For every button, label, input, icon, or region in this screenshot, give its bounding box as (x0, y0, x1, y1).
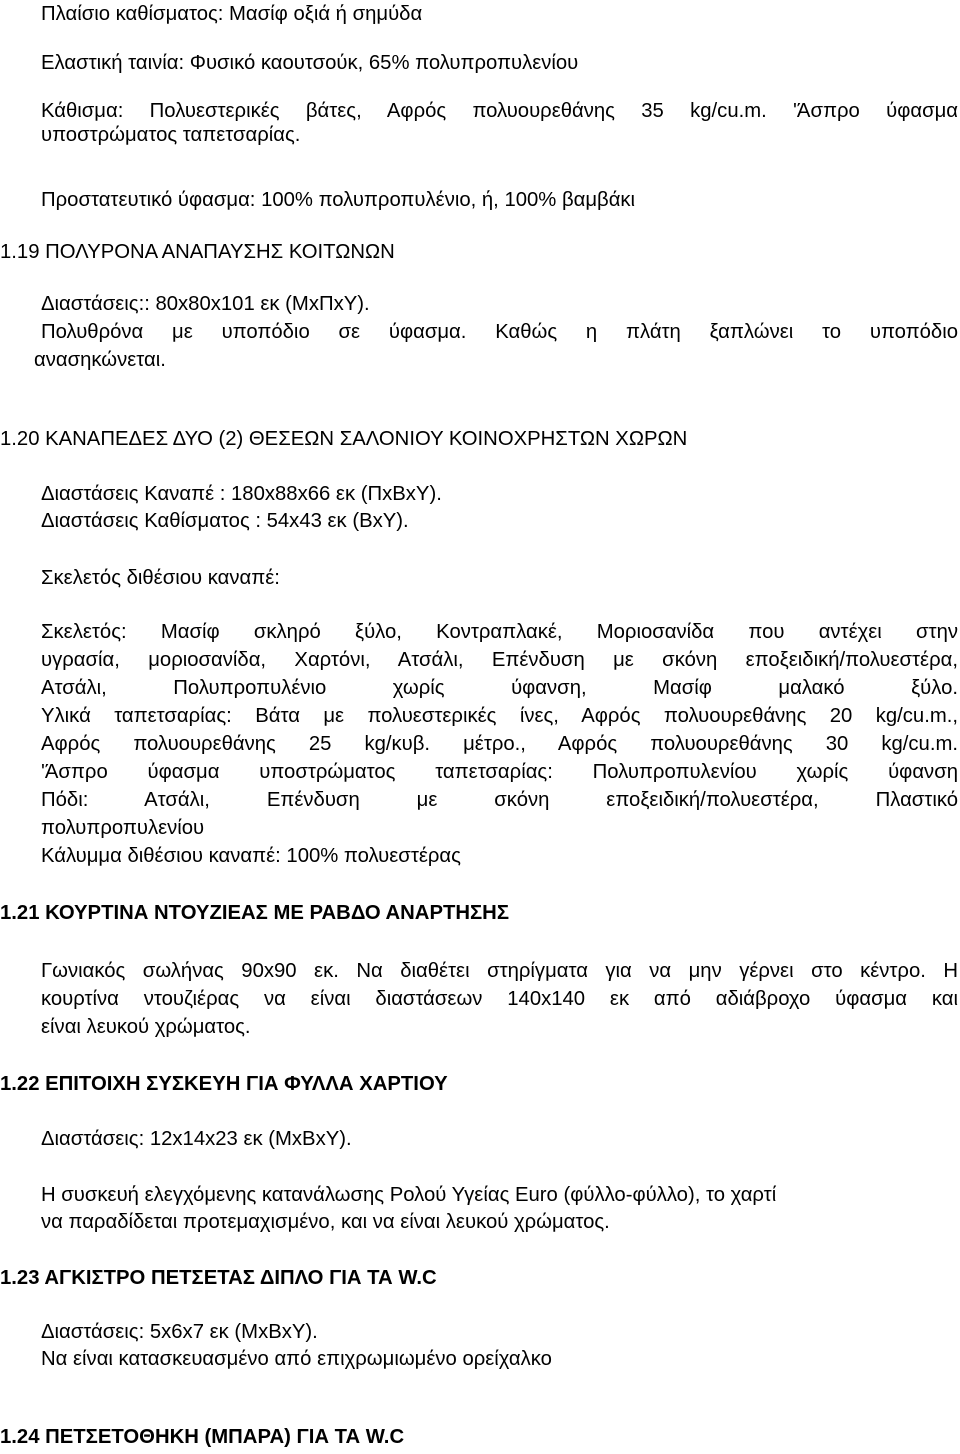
section-1-19-heading: 1.19 ΠΟΛΥΡΟΝΑ ΑΝΑΠΑΥΣΗΣ ΚΟΙΤΩΝΩΝ (0, 241, 395, 263)
section-1-20-white-fabric: 'Άσπρο ύφασμα υποστρώματος ταπετσαρίας: Πολυπροπυλενίου χωρίς ύφανση (41, 761, 958, 783)
seat-spec-line-2: υποστρώματος ταπετσαρίας. (41, 124, 301, 146)
section-1-23-material: Να είναι κατασκευασμένο από επιχρωμιωμένο ορείχαλκο (41, 1348, 552, 1370)
elastic-spec: Ελαστική ταινία: Φυσικό καουτσούκ, 65% πολυπροπυλενίου (41, 52, 579, 74)
section-1-20-cover: Κάλυμμα διθέσιου καναπέ: 100% πολυεστέρας (41, 845, 461, 867)
section-1-19-description-line-2: ανασηκώνεται. (34, 349, 166, 371)
section-1-20-seat-dimensions: Διαστάσεις Καθίσματος : 54x43 εκ (ΒxΥ). (41, 510, 409, 532)
section-1-22-dimensions: Διαστάσεις: 12x14x23 εκ (ΜxΒxΥ). (41, 1128, 352, 1150)
section-1-20-frame-line-3: Ατσάλι, Πολυπροπυλένιο χωρίς ύφανση, Μασίφ μαλακό ξύλο. (41, 677, 958, 699)
section-1-22-line-1: Η συσκευή ελεγχόμενης κατανάλωσης Ρολού Υγείας Euro (φύλλο-φύλλο), το χαρτί (41, 1184, 777, 1206)
frame-spec: Πλαίσιο καθίσματος: Μασίφ οξιά ή σημύδα (41, 3, 423, 25)
section-1-21-line-2: κουρτίνα ντουζιέρας να είναι διαστάσεων 140x140 εκ από αδιάβροχο ύφασμα και (41, 988, 958, 1010)
section-1-23-heading: 1.23 ΑΓΚΙΣΤΡΟ ΠΕΤΣΕΤΑΣ ΔΙΠΛΟ ΓΙΑ ΤΑ W.C (0, 1267, 437, 1289)
section-1-20-feet-line-2: πολυπροπυλενίου (41, 817, 205, 839)
section-1-19-dimensions: Διαστάσεις:: 80x80x101 εκ (ΜxΠxΥ). (41, 293, 370, 315)
section-1-20-frame-title: Σκελετός διθέσιου καναπέ: (41, 567, 280, 589)
section-1-22-line-2: να παραδίδεται προτεμαχισμένο, και να είναι λευκού χρώματος. (41, 1211, 610, 1233)
section-1-20-frame-line-1: Σκελετός: Μασίφ σκληρό ξύλο, Κοντραπλακέ, Μοριοσανίδα που αντέχει στην (41, 621, 958, 643)
section-1-20-materials-line-1: Υλικά ταπετσαρίας: Βάτα με πολυεστερικές ίνες, Αφρός πολυουρεθάνης 20 kg/cu.m., (41, 705, 958, 727)
section-1-22-heading: 1.22 ΕΠΙΤΟΙΧΗ ΣΥΣΚΕΥΗ ΓΙΑ ΦΥΛΛΑ ΧΑΡΤΙΟΥ (0, 1073, 448, 1095)
section-1-19-description-line-1: Πολυθρόνα με υποπόδιο σε ύφασμα. Καθώς η πλάτη ξαπλώνει το υποπόδιο (41, 321, 958, 343)
section-1-21-heading: 1.21 ΚΟΥΡΤΙΝΑ ΝΤΟΥΖΙΕΑΣ ΜΕ ΡΑΒΔΟ ΑΝΑΡΤΗΣΗΣ (0, 902, 509, 924)
section-1-20-sofa-dimensions: Διαστάσεις Καναπέ : 180x88x66 εκ (ΠxΒxΥ). (41, 483, 442, 505)
section-1-21-line-1: Γωνιακός σωλήνας 90x90 εκ. Να διαθέτει στηρίγματα για να μην γέρνει στο κέντρο. Η (41, 960, 958, 982)
section-1-23-dimensions: Διαστάσεις: 5x6x7 εκ (ΜxΒxΥ). (41, 1321, 318, 1343)
section-1-21-line-3: είναι λευκού χρώματος. (41, 1016, 251, 1038)
section-1-20-heading: 1.20 ΚΑΝΑΠΕΔΕΣ ΔΥΟ (2) ΘΕΣΕΩΝ ΣΑΛΟΝΙΟΥ ΚΟΙΝΟΧΡΗΣΤΩΝ ΧΩΡΩΝ (0, 428, 688, 450)
section-1-20-materials-line-2: Αφρός πολυουρεθάνης 25 kg/κυβ. μέτρο., Αφρός πολυουρεθάνης 30 kg/cu.m. (41, 733, 958, 755)
seat-spec-line-1: Κάθισμα: Πολυεστερικές βάτες, Αφρός πολυουρεθάνης 35 kg/cu.m. 'Άσπρο ύφασμα (41, 100, 958, 122)
fabric-spec: Προστατευτικό ύφασμα: 100% πολυπροπυλένιο, ή, 100% βαμβάκι (41, 189, 636, 211)
section-1-20-feet-line-1: Πόδι: Ατσάλι, Επένδυση με σκόνη εποξειδική/πολυεστέρα, Πλαστικό (41, 789, 958, 811)
section-1-20-frame-line-2: υγρασία, μοριοσανίδα, Χαρτόνι, Ατσάλι, Επένδυση με σκόνη εποξειδική/πολυεστέρα, (41, 649, 958, 671)
section-1-24-heading: 1.24 ΠΕΤΣΕΤΟΘΗΚΗ (ΜΠΑΡΑ) ΓΙΑ ΤΑ W.C (0, 1426, 405, 1448)
